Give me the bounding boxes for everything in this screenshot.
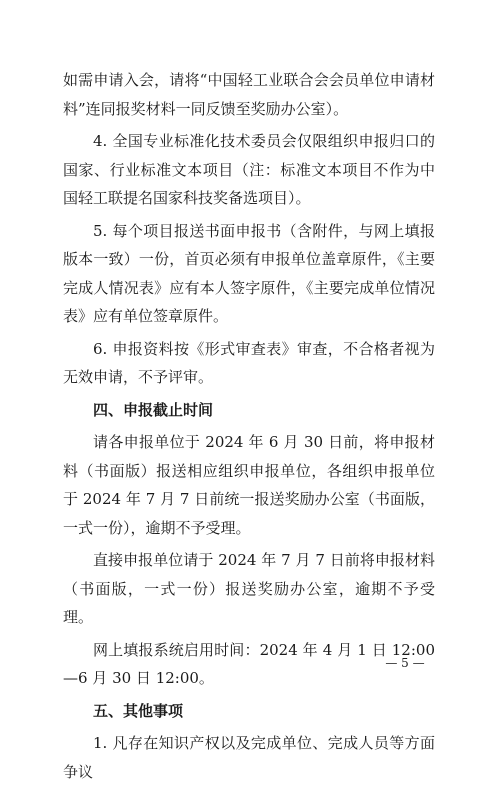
paragraph-deadline-organizations: 请各申报单位于 2024 年 6 月 30 日前，将申报材料（书面版）报送相应组织申报单位，各组织申报单位于 2024 年 7 月 7 日前统一报送奖励办公室（书面版，一式一份），逾期不予受理。 [63,433,435,537]
paragraph-item-5: 5. 每个项目报送书面申报书（含附件，与网上填报版本一致）一份，首页必须有申报单位盖章原件，《主要完成人情况表》应有本人签字原件，《主要完成单位情况表》应有单位签章原件。 [63,221,435,325]
paragraph-membership-note: 如需申请入会，请将“中国轻工业联合会会员单位申请材料”连同报奖材料一同反馈至奖励办公室）。 [63,71,435,118]
paragraph-online-system-time: 网上填报系统启用时间：2024 年 4 月 1 日 12:00—6 月 30 日 12:00。 [63,640,435,687]
document-body [63,66,435,790]
paragraph-item-4: 4. 全国专业标准化技术委员会仅限组织申报归口的国家、行业标准文本项目（注：标准文本项目不作为中国轻工联提名国家科技奖备选项目）。 [63,132,435,207]
paragraph-deadline-direct: 直接申报单位请于 2024 年 7 月 7 日前将申报材料（书面版，一式一份）报送奖励办公室，逾期不予受理。 [63,551,435,626]
paragraph-other-item-1: 1. 凡存在知识产权以及完成单位、完成人员等方面争议 [63,734,435,781]
section-heading-other-matters: 五、其他事项 [93,701,184,720]
section-heading-deadline: 四、申报截止时间 [93,400,214,419]
paragraph-item-6: 6. 申报资料按《形式审查表》审查，不合格者视为无效申请，不予评审。 [63,339,435,386]
page-number: — 5 — [385,656,425,670]
